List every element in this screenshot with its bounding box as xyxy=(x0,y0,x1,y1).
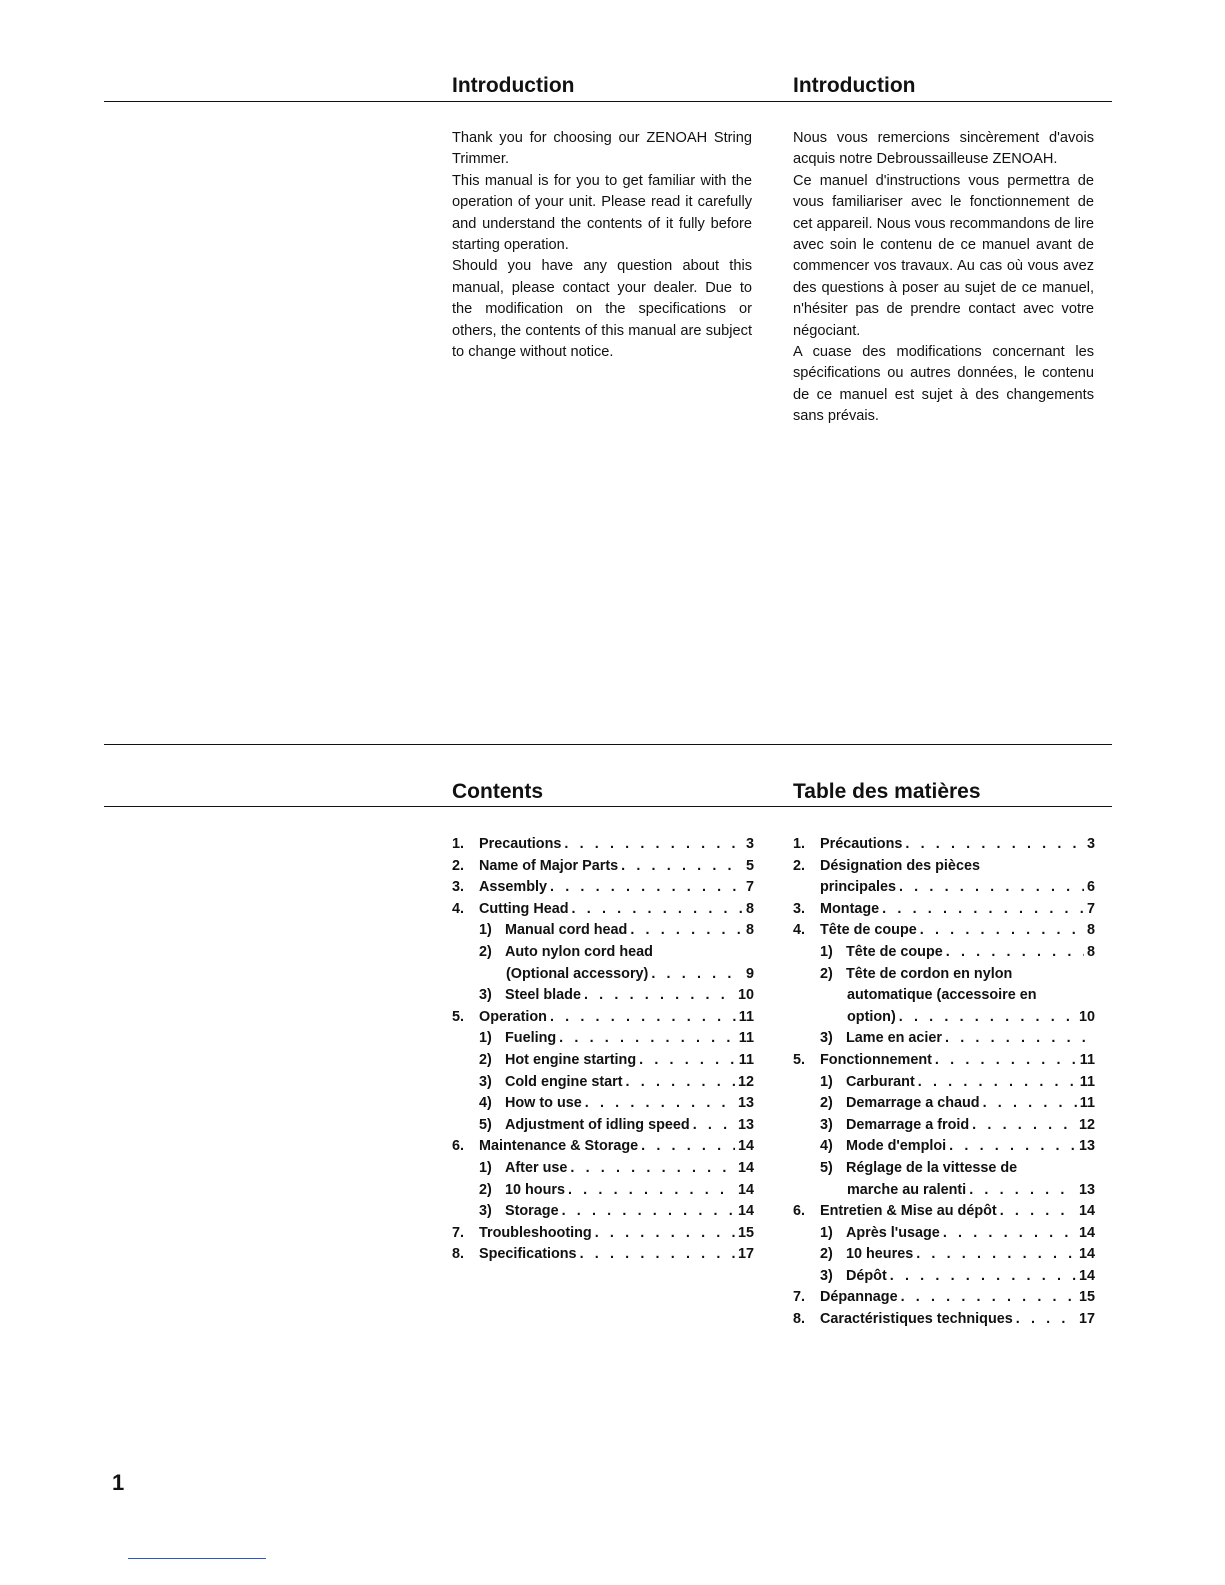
toc-entry-number: 5) xyxy=(479,1116,492,1133)
toc-entry-page: 12 xyxy=(737,1073,754,1090)
toc-entry-page: 8 xyxy=(745,922,754,939)
toc-entry-page: 11 xyxy=(1079,1073,1095,1090)
toc-leader-dots xyxy=(559,1028,736,1050)
toc-leader-dots xyxy=(905,834,1084,856)
toc-entry-label: 10 heures xyxy=(846,1246,914,1263)
toc-entry xyxy=(452,964,754,986)
toc-entry-page: 5 xyxy=(745,857,754,874)
toc-entry xyxy=(452,985,754,1007)
toc-entry xyxy=(452,834,754,856)
toc-entry-page: 15 xyxy=(737,1224,754,1241)
toc-entry-label: automatique (accessoire en xyxy=(847,987,1037,1004)
toc-entry-number: 2. xyxy=(793,857,806,874)
toc-entry-label: Cold engine start xyxy=(505,1073,623,1090)
toc-entry-label: Fueling xyxy=(505,1030,557,1047)
toc-entry xyxy=(452,856,754,878)
toc-entry-number: 2) xyxy=(820,965,833,982)
toc-entry xyxy=(793,1287,1095,1309)
toc-entry-label: Operation xyxy=(479,1008,547,1025)
toc-entry-number: 4) xyxy=(820,1138,833,1155)
toc-entry-page: 10 xyxy=(737,987,754,1004)
toc-entry-page: 13 xyxy=(1078,1181,1095,1198)
toc-leader-dots xyxy=(901,1287,1076,1309)
toc-entry xyxy=(452,1136,754,1158)
toc-leader-dots xyxy=(943,1223,1076,1245)
toc-leader-dots xyxy=(621,856,743,878)
toc-entry-label: Manual cord head xyxy=(505,922,628,939)
toc-entry-label: Adjustment of idling speed xyxy=(505,1116,690,1133)
toc-entry-label: Cutting Head xyxy=(479,900,569,917)
toc-entry-page: 14 xyxy=(737,1203,754,1220)
toc-entry-number: 1) xyxy=(820,943,833,960)
toc-entry-page: 8 xyxy=(745,900,754,917)
toc-entry-page: 11 xyxy=(1079,1051,1095,1068)
toc-entry-number: 4. xyxy=(793,922,806,939)
toc-leader-dots xyxy=(983,1093,1077,1115)
toc-entry xyxy=(793,1223,1095,1245)
toc-entry-number: 2. xyxy=(452,857,465,874)
toc-leader-dots xyxy=(550,877,743,899)
toc-entry-number: 1) xyxy=(479,1030,492,1047)
toc-leader-dots xyxy=(972,1115,1076,1137)
toc-entry xyxy=(452,1158,754,1180)
toc-entry-number: 3) xyxy=(479,987,492,1004)
toc-entry xyxy=(793,877,1095,899)
intro-en-paragraph-2: This manual is for you to get familiar with the operation of your unit. Please read it carefully and understand the contents of it fully before starting operation. xyxy=(452,172,752,254)
toc-entry-number: 3) xyxy=(820,1267,833,1284)
toc-entry xyxy=(452,899,754,921)
toc-entry-number: 1) xyxy=(820,1224,833,1241)
toc-leader-dots xyxy=(568,1180,735,1202)
toc-entry-page: 8 xyxy=(1086,922,1095,939)
intro-heading-rule xyxy=(104,101,1112,102)
toc-entry-page: 14 xyxy=(737,1138,754,1155)
intro-text-fr xyxy=(793,128,1094,428)
toc-entry xyxy=(793,942,1095,964)
toc-entry xyxy=(793,1158,1095,1180)
toc-entry-number: 3) xyxy=(479,1203,492,1220)
toc-entry xyxy=(793,1072,1095,1094)
toc-entry xyxy=(793,1050,1095,1072)
toc-entry-page: 10 xyxy=(1078,1008,1095,1025)
toc-entry-label: (Optional accessory) xyxy=(506,965,649,982)
toc-list-fr xyxy=(793,834,1095,1331)
toc-list-en xyxy=(452,834,754,1266)
toc-entry-label: Hot engine starting xyxy=(505,1051,637,1068)
toc-entry xyxy=(793,1244,1095,1266)
toc-entry-label: Réglage de la vittesse de xyxy=(846,1159,1018,1176)
toc-entry-page: 17 xyxy=(737,1246,754,1263)
toc-entry-number: 2) xyxy=(820,1095,833,1112)
toc-entry-page: 7 xyxy=(745,879,754,896)
toc-entry-page: 3 xyxy=(1086,836,1095,852)
toc-leader-dots xyxy=(1016,1309,1076,1331)
toc-entry-label: principales xyxy=(820,879,896,896)
toc-entry-number: 2) xyxy=(820,1246,833,1263)
section-divider-rule xyxy=(104,744,1112,745)
toc-entry-label: How to use xyxy=(505,1095,582,1112)
toc-entry-page: 11 xyxy=(738,1030,754,1047)
toc-entry-number: 2) xyxy=(479,1051,492,1068)
toc-entry-label: Specifications xyxy=(479,1246,577,1263)
toc-entry-number: 6. xyxy=(452,1138,465,1155)
intro-fr-paragraph-1: Nous vous remercions sincèrement d'avois acquis notre Debroussailleuse ZENOAH. xyxy=(793,130,1094,168)
toc-entry-number: 1. xyxy=(452,836,465,852)
toc-entry-page: 11 xyxy=(1079,1095,1095,1112)
toc-entry-number: 4. xyxy=(452,900,465,917)
toc-entry xyxy=(793,1115,1095,1137)
toc-entry xyxy=(452,1180,754,1202)
toc-entry xyxy=(793,1266,1095,1288)
toc-leader-dots xyxy=(570,1158,735,1180)
toc-entry-page: 3 xyxy=(745,836,754,852)
toc-entry xyxy=(793,1093,1095,1115)
contents-heading-fr: Table des matières xyxy=(793,780,981,803)
toc-entry xyxy=(793,1180,1095,1202)
toc-leader-dots xyxy=(890,1266,1076,1288)
toc-leader-dots xyxy=(562,1201,735,1223)
intro-fr-paragraph-2: Ce manuel d'instructions vous permettra de vous familiariser avec le fonctionnement de cet appareil. Nous vous recommandons de lire avec soin le contenu de ce manuel avant de commencer vos travaux. Au cas où vous avez des questions à poser au sujet de ce manuel, n'hésiter pas de prendre contact avec votre négociant. xyxy=(793,172,1094,339)
toc-entry-number: 3) xyxy=(820,1030,833,1047)
toc-entry xyxy=(452,920,754,942)
toc-entry-number: 8. xyxy=(452,1246,465,1263)
toc-entry-label: Caractéristiques techniques xyxy=(820,1311,1013,1328)
toc-leader-dots xyxy=(935,1050,1077,1072)
toc-entry-page: 15 xyxy=(1078,1289,1095,1306)
toc-leader-dots xyxy=(969,1180,1076,1202)
toc-entry-page: 14 xyxy=(1078,1203,1095,1220)
toc-entry-label: option) xyxy=(847,1008,896,1025)
toc-entry-number: 4) xyxy=(479,1095,492,1112)
toc-entry xyxy=(793,920,1095,942)
toc-entry-number: 5. xyxy=(793,1051,806,1068)
toc-entry-number: 6. xyxy=(793,1203,806,1220)
contents-heading-en: Contents xyxy=(452,780,543,803)
toc-entry-label: Storage xyxy=(505,1203,559,1220)
toc-entry-label: After use xyxy=(505,1159,568,1176)
intro-heading-en: Introduction xyxy=(452,74,575,97)
toc-entry-page: 9 xyxy=(745,965,754,982)
toc-entry-label: Dépôt xyxy=(846,1267,887,1284)
toc-leader-dots xyxy=(572,899,743,921)
footer-link-underline[interactable] xyxy=(128,1558,266,1559)
toc-entry-label: Auto nylon cord head xyxy=(505,943,653,960)
toc-entry-number: 8. xyxy=(793,1311,806,1328)
intro-fr-paragraph-3: A cuase des modifications concernant les spécifications ou autres données, le contenu de ce manuel est sujet à des changements sans prévais. xyxy=(793,344,1094,425)
intro-heading-fr: Introduction xyxy=(793,74,916,97)
toc-leader-dots xyxy=(920,920,1084,942)
intro-en-paragraph-1: Thank you for choosing our ZENOAH String Trimmer. xyxy=(452,130,752,168)
toc-leader-dots xyxy=(946,942,1084,964)
toc-entry-page: 17 xyxy=(1078,1311,1095,1328)
toc-entry-label: Après l'usage xyxy=(846,1224,940,1241)
toc-entry xyxy=(452,1201,754,1223)
toc-entry-label: Entretien & Mise au dépôt xyxy=(820,1203,997,1220)
toc-entry xyxy=(452,1115,754,1137)
toc-entry-number: 2) xyxy=(479,1181,492,1198)
toc-entry-page: 14 xyxy=(737,1181,754,1198)
toc-entry-label: Fonctionnement xyxy=(820,1051,932,1068)
toc-entry-page: 12 xyxy=(1078,1116,1095,1133)
toc-leader-dots xyxy=(693,1115,735,1137)
toc-entry xyxy=(452,1223,754,1245)
toc-entry xyxy=(793,1201,1095,1223)
toc-entry-label: Assembly xyxy=(479,879,547,896)
toc-leader-dots xyxy=(639,1050,736,1072)
toc-entry xyxy=(793,1309,1095,1331)
toc-entry xyxy=(793,964,1095,986)
toc-entry-label: Name of Major Parts xyxy=(479,857,619,874)
toc-entry-page: 11 xyxy=(738,1008,754,1025)
toc-entry-number: 1) xyxy=(820,1073,833,1090)
toc-entry-number: 7. xyxy=(793,1289,806,1306)
toc-entry-number: 1) xyxy=(479,922,492,939)
toc-entry xyxy=(452,1244,754,1266)
toc-leader-dots xyxy=(550,1007,736,1029)
toc-leader-dots xyxy=(651,964,743,986)
toc-leader-dots xyxy=(626,1072,735,1094)
toc-entry-label: marche au ralenti xyxy=(847,1181,967,1198)
toc-entry-page: 14 xyxy=(1078,1267,1095,1284)
toc-entry-number: 1) xyxy=(479,1159,492,1176)
toc-entry-label: Tête de coupe xyxy=(846,943,943,960)
toc-entry xyxy=(793,1007,1095,1029)
toc-entry-page: 11 xyxy=(738,1051,754,1068)
toc-leader-dots xyxy=(1000,1201,1076,1223)
toc-entry xyxy=(452,877,754,899)
toc-entry-label: Lame en acier xyxy=(846,1030,942,1047)
toc-entry-label: Steel blade xyxy=(505,987,581,1004)
toc-leader-dots xyxy=(899,1007,1076,1029)
toc-entry-page: 13 xyxy=(737,1116,754,1133)
toc-entry xyxy=(452,1028,754,1050)
toc-entry-page: 13 xyxy=(737,1095,754,1112)
toc-leader-dots xyxy=(580,1244,735,1266)
toc-entry-label: Tête de cordon en nylon xyxy=(846,965,1013,982)
toc-leader-dots xyxy=(585,1093,735,1115)
toc-entry-label: Demarrage a chaud xyxy=(846,1095,980,1112)
toc-entry-label: Tête de coupe xyxy=(820,922,917,939)
toc-entry-label: Précautions xyxy=(820,836,903,852)
toc-entry-label: Carburant xyxy=(846,1073,915,1090)
toc-entry xyxy=(452,1007,754,1029)
toc-entry-page: 8 xyxy=(1086,943,1095,960)
toc-entry-label: Dépannage xyxy=(820,1289,898,1306)
contents-heading-rule xyxy=(104,806,1112,807)
toc-entry-number: 3. xyxy=(452,879,465,896)
toc-entry-label: 10 hours xyxy=(505,1181,565,1198)
toc-leader-dots xyxy=(630,920,743,942)
toc-leader-dots xyxy=(641,1136,735,1158)
toc-entry xyxy=(793,834,1095,856)
toc-entry-label: Demarrage a froid xyxy=(846,1116,970,1133)
toc-entry-label: Désignation des pièces xyxy=(820,857,980,874)
toc-entry-number: 7. xyxy=(452,1224,465,1241)
toc-entry-number: 3. xyxy=(793,900,806,917)
toc-entry xyxy=(793,1028,1095,1050)
toc-entry xyxy=(452,1093,754,1115)
toc-entry-number: 5. xyxy=(452,1008,465,1025)
toc-entry-label: Montage xyxy=(820,900,880,917)
toc-entry xyxy=(793,1136,1095,1158)
intro-text-en xyxy=(452,128,752,363)
toc-leader-dots xyxy=(595,1223,735,1245)
toc-leader-dots xyxy=(882,899,1084,921)
toc-entry-number: 5) xyxy=(820,1159,833,1176)
toc-leader-dots xyxy=(899,877,1084,899)
toc-leader-dots xyxy=(949,1136,1076,1158)
toc-entry-number: 3) xyxy=(479,1073,492,1090)
toc-entry-page: 14 xyxy=(737,1159,754,1176)
toc-entry-label: Maintenance & Storage xyxy=(479,1138,639,1155)
toc-entry xyxy=(452,942,754,964)
toc-entry-number: 3) xyxy=(820,1116,833,1133)
toc-entry-label: Troubleshooting xyxy=(479,1224,592,1241)
toc-entry-number: 2) xyxy=(479,943,492,960)
toc-leader-dots xyxy=(584,985,735,1007)
toc-entry xyxy=(452,1072,754,1094)
toc-entry xyxy=(452,1050,754,1072)
toc-leader-dots xyxy=(564,834,743,856)
toc-entry xyxy=(793,856,1095,878)
toc-entry-page: 7 xyxy=(1086,900,1095,917)
toc-entry xyxy=(793,985,1095,1007)
toc-leader-dots xyxy=(918,1072,1077,1094)
toc-entry xyxy=(793,899,1095,921)
page-number: 1 xyxy=(112,1470,125,1495)
toc-entry-label: Mode d'emploi xyxy=(846,1138,947,1155)
toc-leader-dots xyxy=(916,1244,1076,1266)
toc-entry-page: 13 xyxy=(1078,1138,1095,1155)
toc-entry-page: 14 xyxy=(1078,1246,1095,1263)
toc-entry-page: 14 xyxy=(1078,1224,1095,1241)
toc-leader-dots xyxy=(945,1028,1092,1050)
toc-entry-number: 1. xyxy=(793,836,806,852)
toc-entry-page: 6 xyxy=(1086,879,1095,896)
intro-en-paragraph-3: Should you have any question about this manual, please contact your dealer. Due to the modification on the specifications or others, the contents of this manual are subject to change without notice. xyxy=(452,258,752,361)
toc-entry-label: Precautions xyxy=(479,836,562,852)
